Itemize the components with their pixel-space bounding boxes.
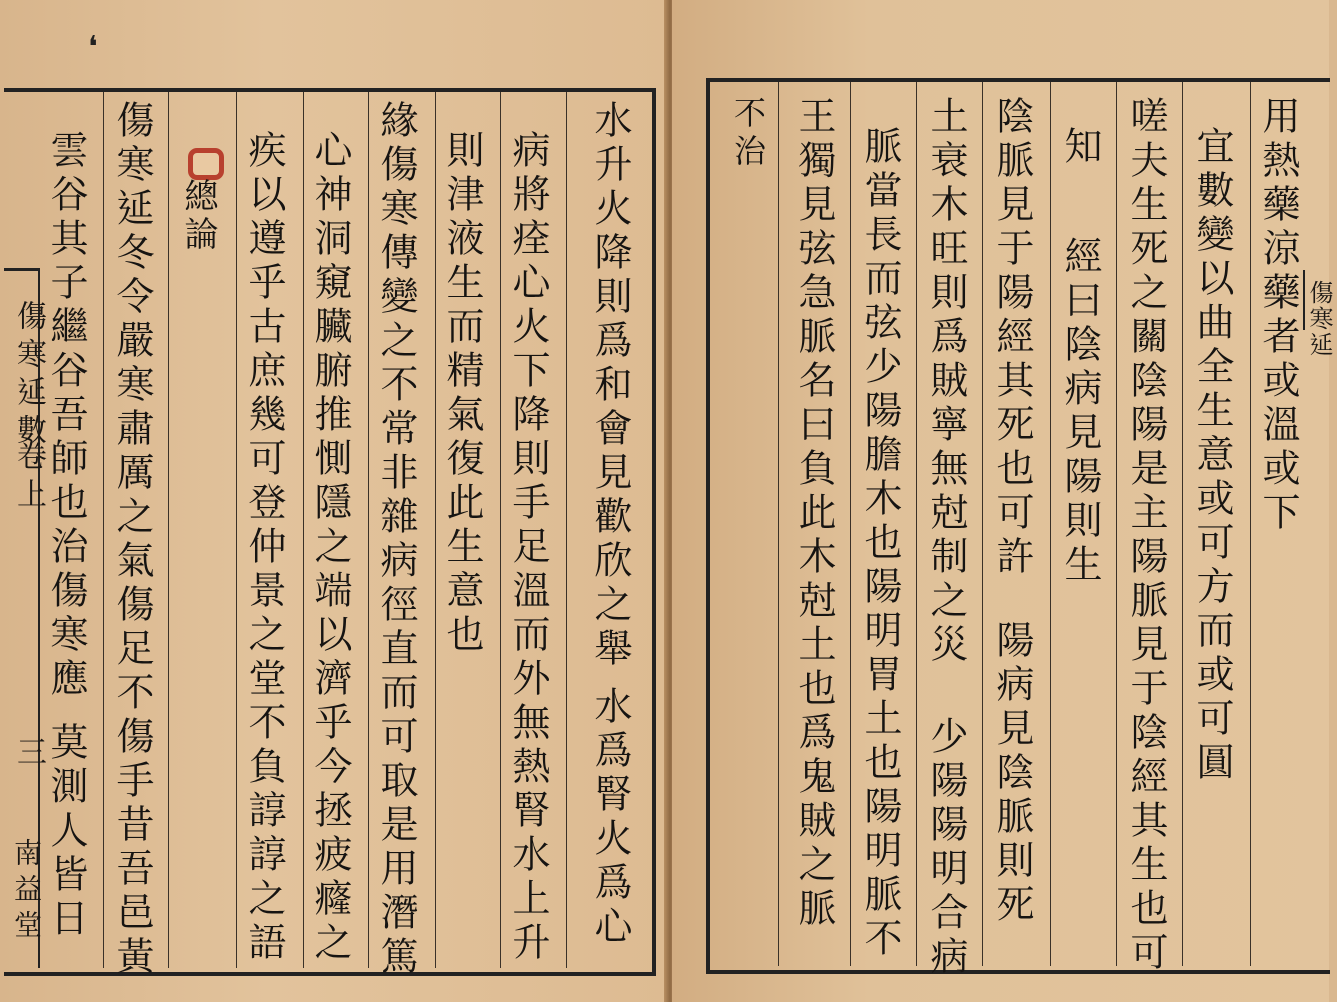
- text-column: 土衰木旺則爲賊寧無尅制之災: [924, 96, 968, 668]
- column-rule: [1116, 82, 1117, 966]
- column-rule: [236, 92, 237, 968]
- section-title: 總論: [178, 178, 218, 254]
- text-column: 宜數變以曲全生意或可方而或可圓: [1190, 126, 1234, 786]
- column-rule: [1182, 82, 1183, 966]
- text-column: 經曰陰病見陽則生: [1058, 236, 1102, 588]
- column-rule: [500, 92, 501, 968]
- column-rule: [916, 82, 917, 966]
- column-rule: [303, 92, 304, 968]
- red-section-seal: [188, 148, 224, 180]
- column-rule: [778, 82, 779, 966]
- text-column: 病將痊心火下降則手足溫而外無熱腎水上升: [506, 130, 550, 966]
- column-rule: [435, 92, 436, 968]
- column-rule: [850, 82, 851, 966]
- fish-tail-mark: [4, 268, 38, 271]
- text-column: 疾以遵乎古庶幾可登仲景之堂不負諄諄之語: [242, 130, 286, 966]
- volume-label: 卷上: [11, 440, 46, 516]
- text-column: 水升火降則爲和會見歡欣之舉: [588, 100, 632, 672]
- column-rule: [368, 92, 369, 968]
- text-column: 知: [1058, 126, 1102, 170]
- text-column: 脈當長而弦少陽膽木也陽明胃土也陽明脈不: [858, 126, 902, 962]
- column-rule: [103, 92, 104, 968]
- text-column: 嗟夫生死之關陰陽是主陽脈見于陰經其生也可: [1124, 96, 1168, 976]
- page-number: 三: [11, 736, 46, 774]
- text-column: 傷寒𨒂冬令嚴寒肅厲之氣傷足不傷手昔吾邑黃: [110, 100, 154, 980]
- text-column: 則津液生而精氣復此生意也: [440, 130, 484, 658]
- text-column: 王獨見弦急脈名曰負此木尅土也爲鬼賊之脈: [792, 96, 836, 932]
- book-title-margin: 傷寒𨒂數: [11, 300, 46, 452]
- column-rule: [982, 82, 983, 966]
- text-column: 不治: [729, 96, 767, 172]
- column-rule: [1250, 82, 1251, 966]
- column-rule: [566, 92, 567, 968]
- publisher-name: 南益堂: [10, 838, 43, 946]
- text-column: 陽病見陰脈則死: [990, 620, 1034, 928]
- ink-mark: ❛: [88, 30, 98, 65]
- text-column: 陰脈見于陽經其死也可許: [990, 96, 1034, 580]
- column-rule: [1050, 82, 1051, 966]
- annotation-column: 水爲腎火爲心: [588, 686, 632, 950]
- column-rule: [168, 92, 169, 968]
- text-column: 心神洞窺臟腑推惻隱之端以濟乎今拯疲癃之: [308, 130, 352, 966]
- text-column: 用熱藥涼藥者或溫或下: [1256, 96, 1300, 536]
- text-column: 緣傷寒傳變之不常非雜病徑直而可取是用潛篤: [374, 100, 418, 980]
- next-page-title-fragment: 傷寒𨒂: [1305, 280, 1333, 358]
- text-column: 少陽陽明合病: [924, 716, 968, 980]
- text-column: 莫測人皆日: [44, 722, 88, 942]
- text-column: 雲谷其子繼谷吾師也治傷寒應: [44, 130, 88, 702]
